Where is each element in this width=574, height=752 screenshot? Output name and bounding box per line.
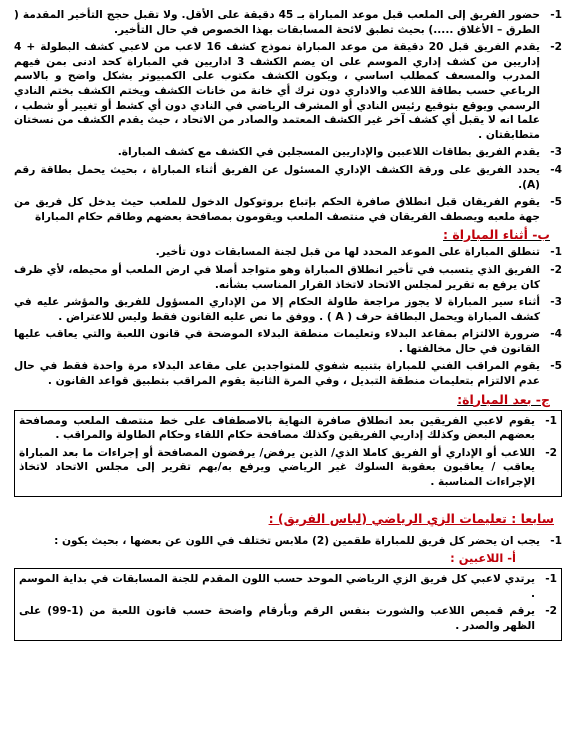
section-a [14,8,562,224]
item-text: تنطلق المباراة على الموعد المحدد لها من قبل لجنة المسابقات دون تأخير. [155,246,540,259]
list-item [19,414,557,443]
item-text: يرقم قميص اللاعب والشورت بنفس الرقم وبأرقام واضحة حسب قانون اللعبة من (1-99) على الظهر والصدر . [19,605,536,632]
item-text: يقدم الفريق قبل 20 دقيقة من موعد المباراة نموذج كشف 16 لاعب من لاعبي كشف البطولة + 4 إداريين من كشف إداري الموسم على ان يضم الكشف 3 اداريين في المباراة كحد ادنى بمن فيهم المدرب والمسعف كمطلب اساسي ، ويكون الكشف مكتوب على الكمبيوتر بشكل واضح و بالاسم الرباعي حسب بطاقة اللاعب والاداري دون ترك أي خانة من خانات الكشف ويختم الكشف بختم النادي الرسمي ويوقع بتوقيع رئيس النادي أو المشرف الرياضي في النادي دون أي كشط أو تغيير أو شطب ، علما انه لا يقبل أي كشف آخر غير الكشف المعتمد والصادر من الاتحاد ، حيث يقدم الكشف من نسختان متطابقتان . [14,41,540,141]
item-text: ضرورة الالتزام بمقاعد البدلاء وتعليمات منطقة البدلاء الموضحة في قانون اللعبة والتي يعاقب عليها القانون في حال مخالفتها . [14,328,540,355]
item-number: 1- [550,534,562,547]
list-item [14,245,562,260]
item-number: 2- [550,263,562,276]
list-item [14,295,562,324]
item-text: يقوم المراقب الفني للمباراة بتنبيه شفوي للمتواجدين على مقاعد البدلاء مرة واحدة فقط في حال عدم الالتزام بتعليمات منطقة التبديل ، وفي المرة الثانية يقوم المراقب بتطبيق قواعد القانون . [14,360,540,388]
section-c-box [14,410,562,497]
item-number: 2- [545,446,557,459]
subsection-title: أ- اللاعبين : [450,551,516,566]
item-number: 4- [550,163,562,176]
list-item [14,145,562,160]
item-number: 2- [550,41,562,54]
list-item [14,8,562,37]
list-item [19,604,557,633]
item-number: 1- [550,246,562,259]
item-text: أثناء سير المباراة لا يجوز مراجعة طاولة الحكام إلا من الإداري المسؤول للفريق والمؤشر عليه في كشف المباراة ويحمل البطاقة حرف ( A ) . ووفق ما نص عليه القانون فقط وليس للاعتراض . [14,296,540,323]
list-item [14,40,562,142]
list-item [14,195,562,224]
item-number: 3- [550,146,562,159]
list-item [19,446,557,490]
section-seven-box [14,568,562,640]
item-text: يحدد الفريق على ورقة الكشف الإداري المسئول عن الفريق أثناء المباراة ، بحيث يحمل بطاقة رقم (A). [14,163,540,191]
item-text: يرتدي لاعبي كل فريق الزي الرياضي الموحد حسب اللون المقدم للجنة المسابقات في بداية الموسم . [19,573,535,600]
item-number: 5- [550,360,562,373]
item-text: يجب ان يحضر كل فريق للمباراة طقمين (2) ملابس تختلف في اللون عن بعضها ، بحيث يكون : [54,534,540,547]
item-number: 5- [550,196,562,209]
list-item [14,534,562,549]
section-seven-title: سابعا : تعليمات الزي الرياضي (لباس الفريق) : [268,510,554,526]
item-text: اللاعب أو الإداري أو الفريق كاملا الذي/ الذين يرفض/ يرفضون المصافحة أو إجراءات ما بعد المباراة يعاقب / يعاقبون بعقوبة السلوك غير الرياضي ويرفع به/بهم تقرير إلى مجلس الاتحاد لاتخاذ الإجراءات المناسبة . [19,446,535,489]
list-item [14,359,562,388]
list-item [14,163,562,192]
item-number: 3- [550,296,562,309]
list-item [19,572,557,601]
document-page [14,8,562,645]
item-text: يقوم الفريقان قبل انطلاق صافرة الحكم بإتباع بروتوكول الدخول للملعب حيث يدخل كل فريق من جهة ملعبه ويصطف الفريقان في منتصف الملعب ويقومون بمصافحة بعضهم وطاقم حكام المباراة [14,196,540,223]
list-item [14,327,562,356]
item-text: حضور الفريق إلى الملعب قبل موعد المباراة بـ 45 دقيقة على الأقل. ولا تقبل حجج التأخير المقدمة ( الطرق – الأغلاق .....) بحيث تطبق لائحة المسابقات بهذا الخصوص في حال التأخير. [14,9,540,36]
item-text: يقدم الفريق بطاقات اللاعبين والإداريين المسجلين في الكشف مع كشف المباراة. [117,146,540,159]
list-item [14,263,562,292]
section-b [14,245,562,388]
section-c-title: ج- بعد المباراة: [457,391,550,407]
item-number: 1- [545,414,557,427]
item-number: 4- [550,328,562,341]
item-number: 1- [550,9,562,21]
item-text: يقوم لاعبي الفريقين بعد انطلاق صافرة النهاية بالاصطفاف على خط منتصف الملعب ومصافحة بعضهم البعض وكذلك إداريي الفريقين وكذلك مصافحة حكام اللقاء وحكام الطاولة والمراقب . [19,414,535,442]
item-text: الفريق الذي يتسبب في تأخير انطلاق المباراة وهو متواجد أصلا في ارض الملعب أو محيطه، لأي ظرف كان يرفع به تقرير لمجلس الاتحاد لاتخاذ القرار المناسب بشأنه. [14,263,540,291]
item-number: 2- [545,605,557,618]
section-b-title: ب- أثناء المباراة : [443,227,550,243]
item-number: 1- [545,573,557,586]
